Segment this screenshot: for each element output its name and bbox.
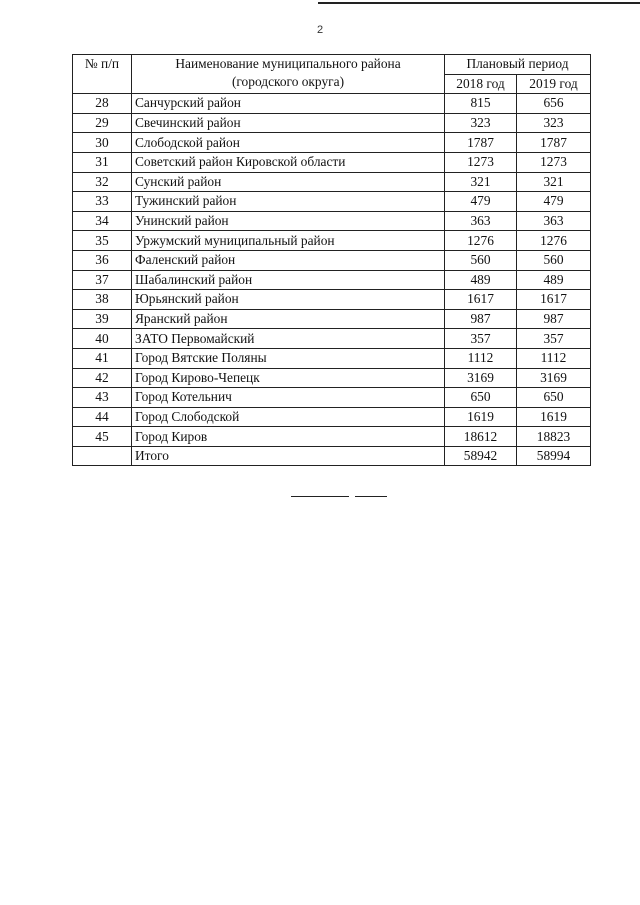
table-row (73, 329, 591, 349)
table-row (73, 113, 591, 133)
row-value-2019: 1276 (517, 231, 591, 251)
row-value-2019: 479 (517, 192, 591, 212)
row-num: 35 (73, 231, 132, 251)
table-row (73, 368, 591, 388)
table-row (73, 192, 591, 212)
row-name: Юрьянский район (132, 290, 445, 310)
row-value-2018: 357 (445, 329, 517, 349)
row-name: Санчурский район (132, 94, 445, 114)
header-num: № п/п (73, 55, 132, 94)
row-num: 45 (73, 427, 132, 447)
row-value-2018: 479 (445, 192, 517, 212)
row-value-2019: 1787 (517, 133, 591, 153)
row-num: 40 (73, 329, 132, 349)
table-header-row (73, 55, 591, 75)
row-value-2019: 323 (517, 113, 591, 133)
row-value-2018: 1273 (445, 152, 517, 172)
row-num: 29 (73, 113, 132, 133)
row-num: 41 (73, 348, 132, 368)
row-num: 37 (73, 270, 132, 290)
row-name: Город Вятские Поляны (132, 348, 445, 368)
allocation-table (72, 54, 591, 466)
table-row (73, 211, 591, 231)
table-total-row (73, 446, 591, 466)
table-row (73, 290, 591, 310)
table-row (73, 427, 591, 447)
table-row (73, 270, 591, 290)
row-value-2018: 489 (445, 270, 517, 290)
header-year-2018: 2018 год (445, 74, 517, 94)
row-name: Город Кирово-Чепецк (132, 368, 445, 388)
row-value-2018: 1617 (445, 290, 517, 310)
row-value-2018: 58942 (445, 446, 517, 466)
row-num: 36 (73, 250, 132, 270)
row-num: 43 (73, 388, 132, 408)
row-value-2018: 987 (445, 309, 517, 329)
row-value-2018: 3169 (445, 368, 517, 388)
table-row (73, 231, 591, 251)
row-value-2018: 1276 (445, 231, 517, 251)
row-value-2019: 58994 (517, 446, 591, 466)
row-value-2019: 650 (517, 388, 591, 408)
page-number: 2 (316, 24, 324, 36)
header-period: Плановый период (445, 55, 591, 75)
row-name: Сунский район (132, 172, 445, 192)
row-name: ЗАТО Первомайский (132, 329, 445, 349)
row-value-2019: 18823 (517, 427, 591, 447)
header-name-line1: Наименование муниципального района (175, 56, 401, 71)
row-name: Город Слободской (132, 407, 445, 427)
table-row (73, 133, 591, 153)
row-value-2019: 1619 (517, 407, 591, 427)
row-value-2019: 321 (517, 172, 591, 192)
row-value-2018: 1787 (445, 133, 517, 153)
row-value-2018: 1112 (445, 348, 517, 368)
row-value-2019: 489 (517, 270, 591, 290)
row-num: 38 (73, 290, 132, 310)
row-value-2018: 363 (445, 211, 517, 231)
row-name: Итого (132, 446, 445, 466)
table-row (73, 152, 591, 172)
row-name: Унинский район (132, 211, 445, 231)
row-num: 33 (73, 192, 132, 212)
table-row (73, 94, 591, 114)
row-name: Слободской район (132, 133, 445, 153)
row-value-2019: 3169 (517, 368, 591, 388)
row-value-2019: 560 (517, 250, 591, 270)
table-row (73, 348, 591, 368)
row-num: 28 (73, 94, 132, 114)
row-name: Тужинский район (132, 192, 445, 212)
row-name: Город Киров (132, 427, 445, 447)
table-row (73, 407, 591, 427)
row-name: Город Котельнич (132, 388, 445, 408)
row-value-2019: 987 (517, 309, 591, 329)
row-value-2018: 323 (445, 113, 517, 133)
row-num: 32 (73, 172, 132, 192)
row-name: Уржумский муниципальный район (132, 231, 445, 251)
row-value-2019: 357 (517, 329, 591, 349)
row-value-2019: 1273 (517, 152, 591, 172)
header-name (132, 55, 445, 94)
row-num (73, 446, 132, 466)
row-value-2019: 1617 (517, 290, 591, 310)
row-name: Фаленский район (132, 250, 445, 270)
row-value-2019: 1112 (517, 348, 591, 368)
row-value-2018: 560 (445, 250, 517, 270)
header-year-2019: 2019 год (517, 74, 591, 94)
row-num: 31 (73, 152, 132, 172)
row-value-2018: 650 (445, 388, 517, 408)
table-body (73, 94, 591, 466)
row-num: 42 (73, 368, 132, 388)
row-value-2018: 815 (445, 94, 517, 114)
header-name-line2: (городского округа) (231, 74, 345, 89)
table-row (73, 309, 591, 329)
row-value-2019: 363 (517, 211, 591, 231)
table-row (73, 172, 591, 192)
row-num: 30 (73, 133, 132, 153)
row-value-2019: 656 (517, 94, 591, 114)
top-rule (318, 2, 640, 4)
row-value-2018: 1619 (445, 407, 517, 427)
row-name: Яранский район (132, 309, 445, 329)
row-value-2018: 321 (445, 172, 517, 192)
row-name: Шабалинский район (132, 270, 445, 290)
row-name: Свечинский район (132, 113, 445, 133)
table-row (73, 388, 591, 408)
row-name: Советский район Кировской области (132, 152, 445, 172)
row-num: 39 (73, 309, 132, 329)
row-value-2018: 18612 (445, 427, 517, 447)
row-num: 34 (73, 211, 132, 231)
row-num: 44 (73, 407, 132, 427)
table-row (73, 250, 591, 270)
